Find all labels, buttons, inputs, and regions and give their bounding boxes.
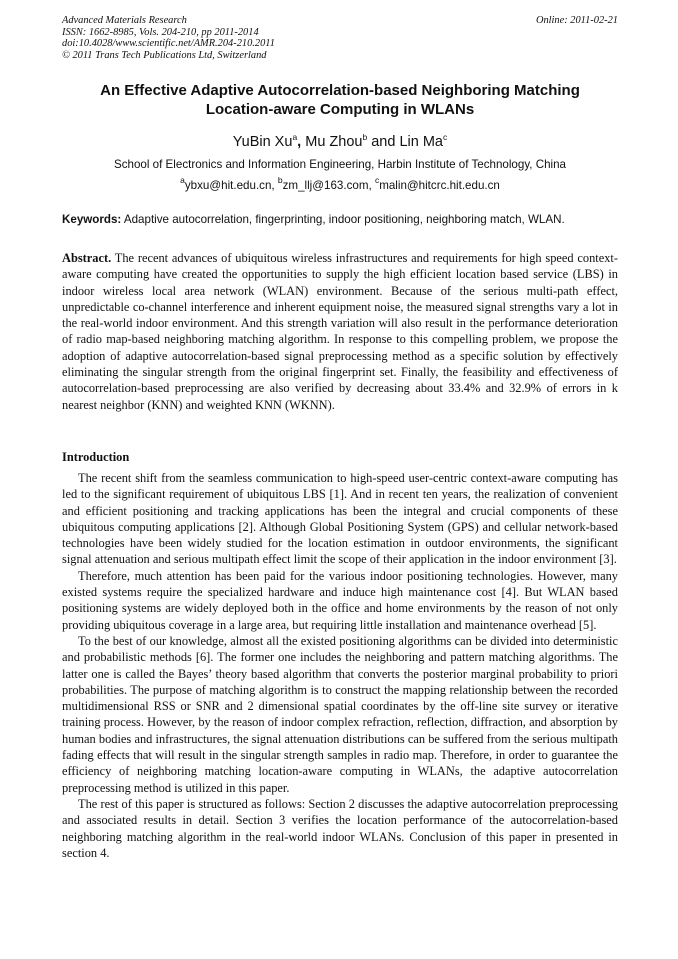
intro-paragraph: Therefore, much attention has been paid for the various indoor positioning technologies. However, many existed systems require the specialized hardware and induce high maintenance cost [4]. But WLAN based positioning systems are widely deployed both in the office and home environments by the reason of not only providing ubiquitous coverage in a large area, but requiring little installation and maintenance overhead [5]. bbox=[62, 568, 618, 632]
journal-header bbox=[62, 15, 618, 61]
author-affil-mark: c bbox=[442, 132, 448, 142]
author-name: Mu Zhou bbox=[305, 134, 363, 150]
author-name: Lin Ma bbox=[399, 134, 443, 150]
keywords-label: Keywords: bbox=[62, 213, 122, 226]
intro-paragraph: To the best of our knowledge, almost all the existed positioning algorithms can be divided into deterministic and probabilistic methods [6]. The former one includes the neighboring and pattern matching algorithms. The latter one is called the Bayes’ theory based algorithm that converts the posterior marginal probability to priori probabilities. The purpose of matching algorithm is to construct the mapping relationship between the recorded multidimensional RSS or SNR and 2 dimensional spatial coordinates by the off-line site survey or iterative training process. However, by the reason of indoor complex refraction, reflection, diffraction, and absorption by human bodies and infrastructures, the signal attenuation distributions can be suffered from the serious multipath fading effects that will result in the singular strength samples in radio map. Therefore, in order to guarantee the efficiency of neighboring matching location-aware computing in WLANs, the adaptive autocorrelation preprocessing method is utilized in this paper. bbox=[62, 633, 618, 795]
email-address[interactable]: malin@hitcrc.hit.edu.cn bbox=[379, 179, 500, 192]
email-address[interactable]: zm_llj@163.com bbox=[282, 179, 369, 192]
title-line-2: Location-aware Computing in WLANs bbox=[205, 101, 475, 118]
journal-issn: ISSN: 1662-8985, Vols. 204-210, pp 2011-2014 bbox=[62, 26, 259, 38]
author-name: YuBin Xu bbox=[232, 134, 293, 150]
section-heading-introduction: Introduction bbox=[62, 450, 130, 464]
email-address[interactable]: ybxu@hit.edu.cn bbox=[184, 179, 272, 192]
intro-paragraph: The recent shift from the seamless communication to high-speed user-centric context-aware computing has led to the significant requirement of ubiquitous LBS [1]. And in recent ten years, the realization of convenient and efficient positioning and tracking applications has been the integral and crucial components of these ubiquitous computing applications [2]. Although Global Positioning System (GPS) and cellular network-based technologies have been widely studied for the location estimation in outdoor environments, the significant signal attenuation and serious multipath effect limit the scope of their application in the indoor environment [3]. bbox=[62, 471, 618, 567]
email-list bbox=[62, 175, 618, 193]
email-mark: b bbox=[277, 175, 283, 185]
title-line-1: An Effective Adaptive Autocorrelation-based Neighboring Matching bbox=[100, 82, 580, 99]
author-affil-mark: b bbox=[362, 132, 368, 142]
email-separator: , bbox=[271, 179, 278, 192]
journal-doi: doi:10.4028/www.scientific.net/AMR.204-210.2011 bbox=[62, 38, 275, 50]
keywords-text: Adaptive autocorrelation, fingerprinting, indoor positioning, neighboring match, WLAN. bbox=[121, 213, 565, 226]
abstract-text: The recent advances of ubiquitous wireless infrastructures and requirements for high speed context-aware computing have created the opportunities to supply the high efficient location based service (LBS) in indoor wireless local area network (WLAN) environment. Because of the serious multi-path effect, unpredictable co-channel interference and inherent equipment noise, the measured signal strengths vary a lot in the real-world indoor environment. And this strength variation will also result in the performance deterioration of radio map-based neighboring matching algorithm. In response to this compelling problem, we propose the adoption of adaptive autocorrelation-based signal preprocessing method as a specific solution by effectively eliminating the singular strength from the original fingerprint set. Finally, the feasibility and effectiveness of autocorrelation-based preprocessing are also verified by decreasing about 33.4% and 32.9% of errors in k nearest neighbor (KNN) and weighted KNN (WKNN). bbox=[62, 251, 618, 412]
online-date: Online: 2011-02-21 bbox=[535, 15, 618, 26]
email-mark: a bbox=[180, 175, 185, 185]
abstract-paragraph bbox=[62, 250, 618, 413]
abstract-label: Abstract. bbox=[62, 251, 112, 265]
email-mark: c bbox=[374, 175, 380, 185]
author-affil-mark: a bbox=[292, 132, 298, 142]
author-list bbox=[62, 133, 618, 151]
author-separator: , bbox=[297, 134, 306, 150]
abstract bbox=[62, 250, 618, 413]
keywords bbox=[62, 212, 618, 227]
affiliation: School of Electronics and Information Engineering, Harbin Institute of Technology, China bbox=[114, 158, 566, 171]
introduction-body bbox=[62, 470, 618, 861]
paper-title bbox=[62, 81, 618, 119]
journal-name: Advanced Materials Research bbox=[62, 15, 187, 26]
author-separator: and bbox=[367, 134, 400, 150]
email-separator: , bbox=[368, 179, 375, 192]
journal-copyright: © 2011 Trans Tech Publications Ltd, Switzerland bbox=[62, 49, 267, 61]
intro-paragraph: The rest of this paper is structured as follows: Section 2 discusses the adaptive autocorrelation preprocessing and associated results in detail. Section 3 verifies the location performance of the autocorrelation-based neighboring matching algorithm in the real-world indoor WLANs. Conclusion of this paper in presented in section 4. bbox=[62, 796, 618, 860]
